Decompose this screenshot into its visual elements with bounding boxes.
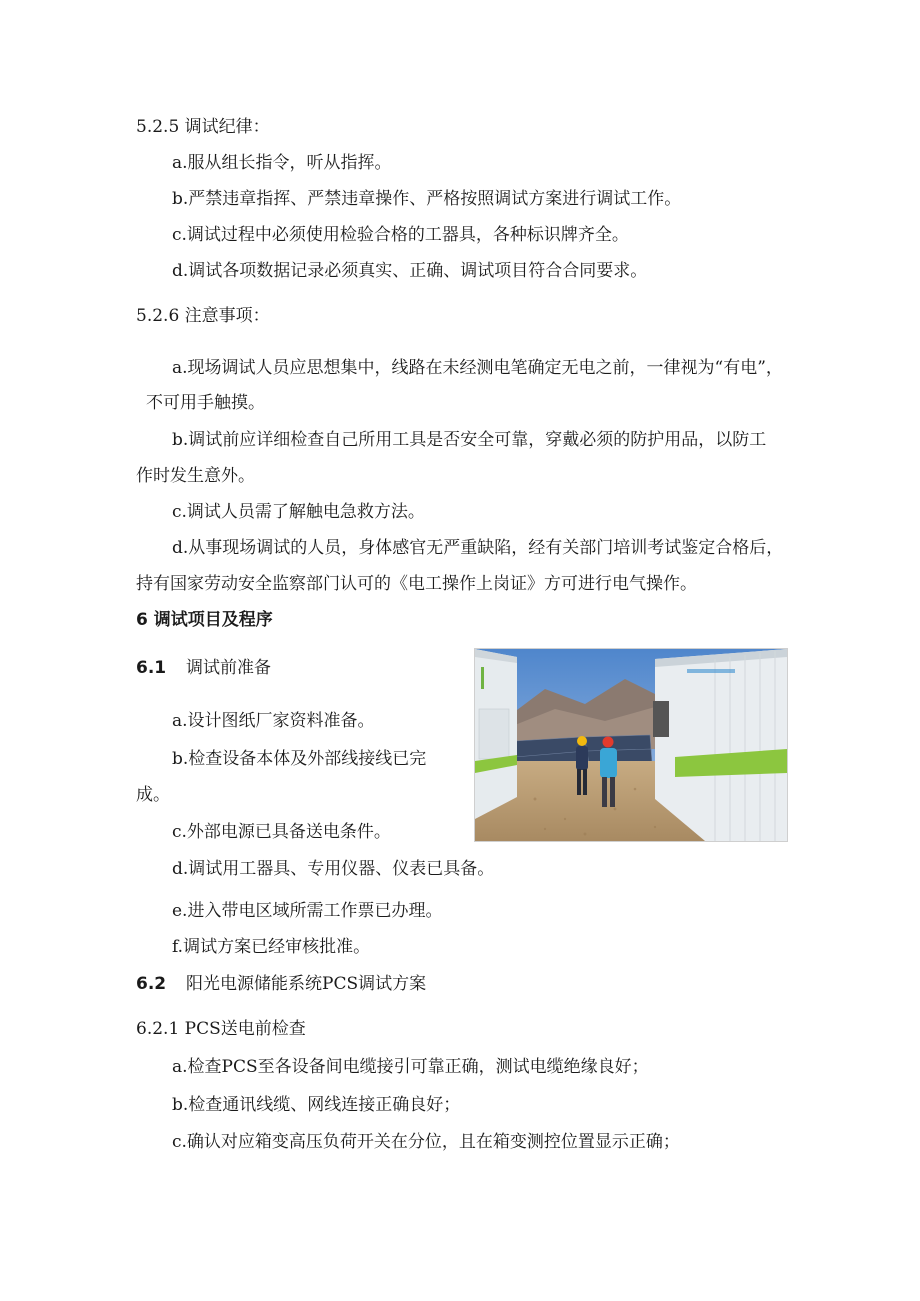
list-item: d.调试各项数据记录必须真实、正确、调试项目符合合同要求。 <box>172 261 648 281</box>
list-item: e.进入带电区域所需工作票已办理。 <box>172 901 443 921</box>
paragraph-line: c.调试人员需了解触电急救方法。 <box>172 502 425 522</box>
paragraph-line: 作时发生意外。 <box>136 466 255 486</box>
list-item: a.设计图纸厂家资料准备。 <box>172 711 375 731</box>
heading-number: 6.2 <box>136 974 167 994</box>
heading-number: 6.1 <box>136 658 167 678</box>
list-item: c.调试过程中必须使用检验合格的工器具，各种标识牌齐全。 <box>172 225 629 245</box>
heading-5-2-5: 5.2.5 调试纪律： <box>136 117 270 137</box>
paragraph-line: 不可用手触摸。 <box>146 393 265 413</box>
list-item: b.检查设备本体及外部线接线已完 <box>172 749 427 769</box>
paragraph-line: 持有国家劳动安全监察部门认可的《电工操作上岗证》方可进行电气操作。 <box>136 574 697 594</box>
paragraph-line: a.现场调试人员应思想集中，线路在未经测电笔确定无电之前，一律视为“有电”， <box>172 358 783 378</box>
paragraph-line: b.调试前应详细检查自己所用工具是否安全可靠，穿戴必须的防护用品，以防工 <box>172 430 767 450</box>
heading-6-2-1: 6.2.1 PCS送电前检查 <box>136 1019 306 1039</box>
list-item: d.调试用工器具、专用仪器、仪表已具备。 <box>172 859 495 879</box>
list-item: f.调试方案已经审核批准。 <box>172 937 371 957</box>
site-photo-icon <box>475 649 787 841</box>
paragraph-line: d.从事现场调试的人员，身体感官无严重缺陷，经有关部门培训考试鉴定合格后， <box>172 538 784 558</box>
heading-text: 调试前准备 <box>186 658 271 678</box>
list-item: c.确认对应箱变高压负荷开关在分位，且在箱变测控位置显示正确； <box>172 1132 680 1152</box>
heading-text: 阳光电源储能系统PCS调试方案 <box>186 974 427 994</box>
heading-6-2 <box>136 973 536 995</box>
list-item: b.严禁违章指挥、严禁违章操作、严格按照调试方案进行调试工作。 <box>172 189 682 209</box>
list-item: b.检查通讯线缆、网线连接正确良好； <box>172 1095 461 1115</box>
list-item: 成。 <box>136 785 170 805</box>
heading-6-1 <box>136 657 436 679</box>
heading-6: 6 调试项目及程序 <box>136 610 273 630</box>
list-item: a.服从组长指令，听从指挥。 <box>172 153 392 173</box>
list-item: c.外部电源已具备送电条件。 <box>172 822 391 842</box>
heading-5-2-6: 5.2.6 注意事项： <box>136 306 270 326</box>
list-item: a.检查PCS至各设备间电缆接引可靠正确，测试电缆绝缘良好； <box>172 1057 649 1077</box>
site-photo <box>474 648 788 842</box>
